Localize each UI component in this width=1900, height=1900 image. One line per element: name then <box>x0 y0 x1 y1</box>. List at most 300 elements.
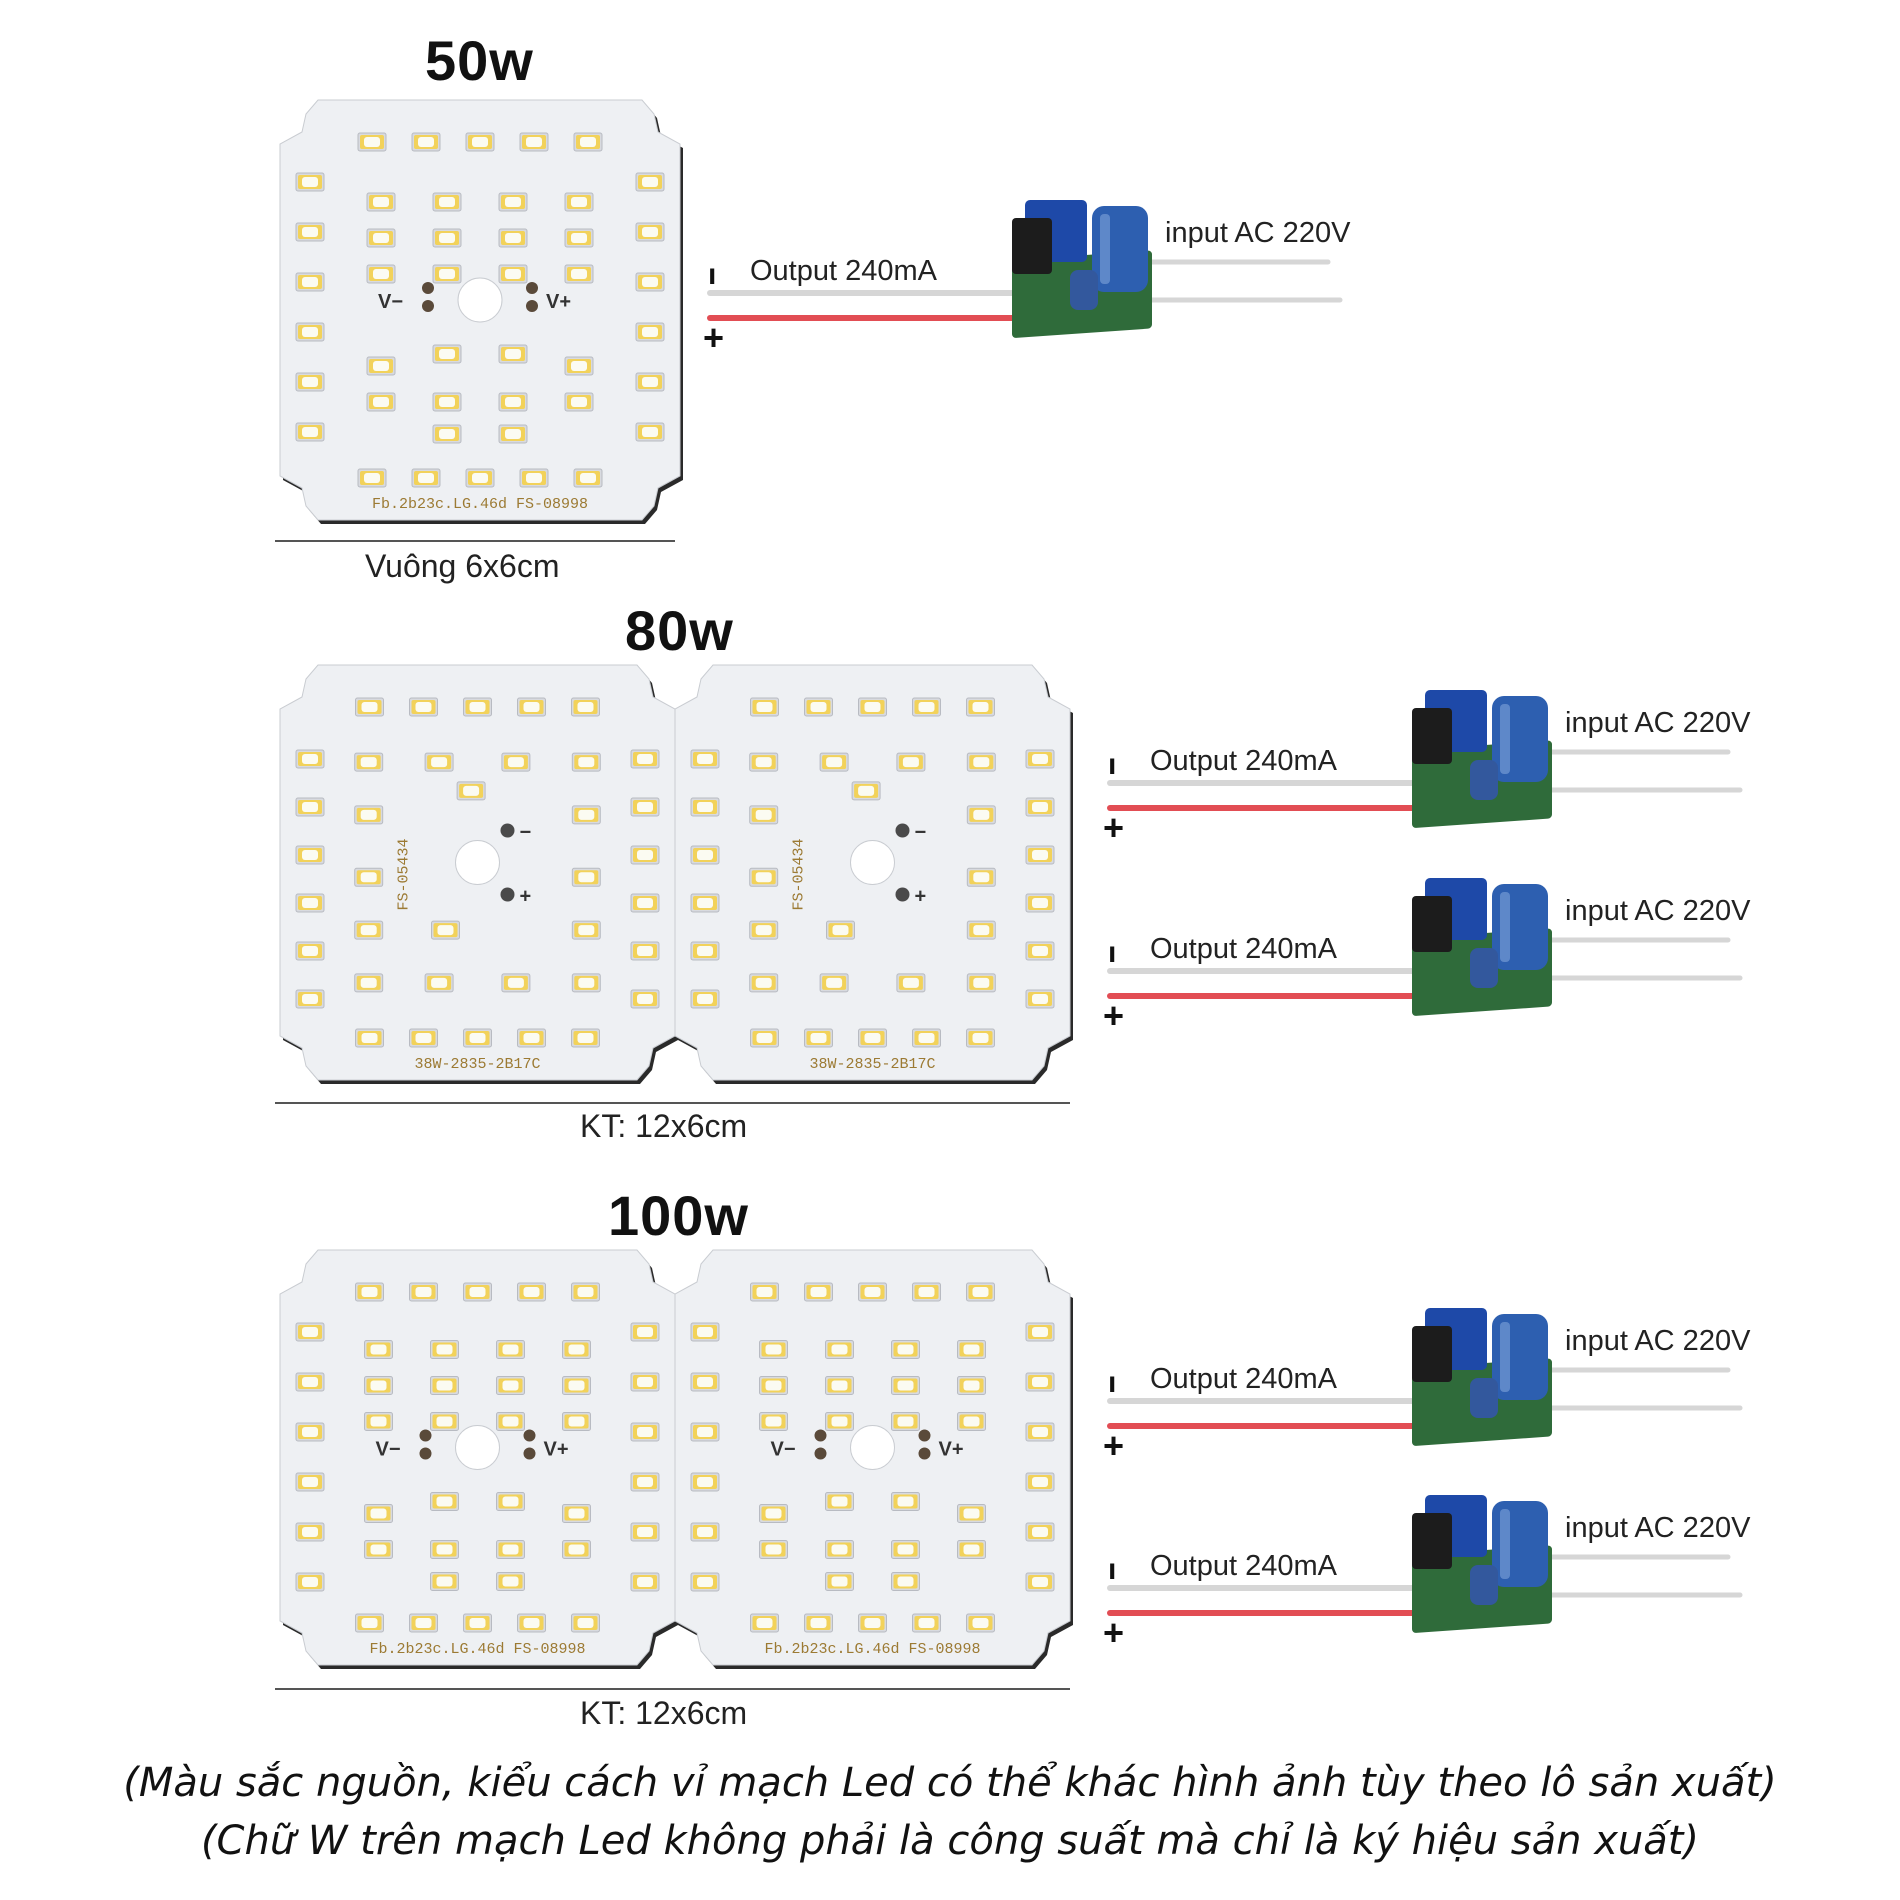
small-capacitor <box>1470 948 1498 988</box>
led-chip <box>636 373 664 391</box>
led-chip <box>691 846 719 864</box>
solder-pad <box>420 1430 432 1442</box>
led-chip <box>967 698 995 716</box>
output-positive-sign: + <box>1103 807 1125 848</box>
led-chip <box>1026 798 1054 816</box>
led-chip <box>356 698 384 716</box>
led-chip <box>859 1283 887 1301</box>
led-chip <box>520 469 548 487</box>
output-label: Output 240mA <box>1150 1550 1337 1582</box>
output-label: Output 240mA <box>750 255 937 287</box>
driver-module-4 <box>1100 1288 1780 1468</box>
led-chip <box>1026 1523 1054 1541</box>
section-title-80w: 80w <box>625 599 734 662</box>
capacitor-highlight <box>1100 214 1110 284</box>
led-chip <box>631 1473 659 1491</box>
led-chip <box>572 974 600 992</box>
polarity-negative-label: V− <box>375 1438 401 1461</box>
led-chip <box>565 393 593 411</box>
led-board-50w <box>280 100 680 520</box>
led-chip <box>913 1614 941 1632</box>
dimension-line-80w <box>275 1102 1070 1104</box>
capacitor-highlight <box>1500 704 1510 774</box>
led-chip <box>751 1029 779 1047</box>
led-chip <box>1026 1323 1054 1341</box>
led-chip <box>563 1413 591 1431</box>
led-chip <box>563 1505 591 1523</box>
led-chip <box>410 698 438 716</box>
led-chip <box>691 1373 719 1391</box>
led-chip <box>805 1283 833 1301</box>
led-chip <box>631 1323 659 1341</box>
led-chip <box>572 753 600 771</box>
led-chip <box>913 1029 941 1047</box>
solder-pad <box>815 1448 827 1460</box>
small-capacitor <box>1070 270 1098 310</box>
led-chip <box>499 393 527 411</box>
led-chip <box>367 393 395 411</box>
led-chip <box>631 1373 659 1391</box>
led-chip <box>967 753 995 771</box>
output-label: Output 240mA <box>1150 1363 1337 1395</box>
led-chip <box>691 750 719 768</box>
led-chip <box>356 1614 384 1632</box>
led-chip <box>358 133 386 151</box>
led-chip <box>892 1541 920 1559</box>
solder-pad <box>501 824 515 838</box>
led-chip <box>499 425 527 443</box>
solder-pad <box>919 1448 931 1460</box>
led-chip <box>631 1573 659 1591</box>
led-chip <box>355 806 383 824</box>
led-chip <box>296 1473 324 1491</box>
led-chip <box>751 1614 779 1632</box>
output-negative-sign: ı <box>1108 936 1117 969</box>
led-chip <box>433 193 461 211</box>
small-capacitor <box>1470 1565 1498 1605</box>
led-chip <box>691 1523 719 1541</box>
led-chip <box>892 1573 920 1591</box>
led-chip <box>497 1341 525 1359</box>
led-chip <box>750 974 778 992</box>
led-chip <box>631 846 659 864</box>
led-chip <box>572 806 600 824</box>
led-chip <box>750 868 778 886</box>
led-chip <box>760 1413 788 1431</box>
led-chip <box>967 974 995 992</box>
led-chip <box>412 469 440 487</box>
led-chip <box>466 469 494 487</box>
led-chip <box>572 921 600 939</box>
polarity-positive-label: V+ <box>938 1438 964 1461</box>
led-chip <box>760 1377 788 1395</box>
led-chip <box>410 1283 438 1301</box>
output-label: Output 240mA <box>1150 933 1337 965</box>
led-chip <box>365 1505 393 1523</box>
led-chip <box>296 894 324 912</box>
led-chip <box>296 990 324 1008</box>
led-chip <box>859 1614 887 1632</box>
led-chip <box>827 921 855 939</box>
solder-pad <box>896 824 910 838</box>
led-chip <box>518 1283 546 1301</box>
led-chip <box>433 393 461 411</box>
led-chip <box>636 423 664 441</box>
led-chip <box>365 1413 393 1431</box>
solder-pad <box>524 1448 536 1460</box>
led-chip <box>897 753 925 771</box>
led-chip <box>750 921 778 939</box>
led-chip <box>691 1423 719 1441</box>
led-chip <box>499 193 527 211</box>
led-chip <box>631 942 659 960</box>
led-chip <box>751 1283 779 1301</box>
led-chip <box>691 894 719 912</box>
polarity-negative-label: − <box>914 821 927 844</box>
solder-pad <box>524 1430 536 1442</box>
led-chip <box>691 1473 719 1491</box>
transformer-core <box>1412 896 1452 952</box>
solder-pad <box>422 282 434 294</box>
led-chip <box>913 1283 941 1301</box>
led-chip <box>410 1029 438 1047</box>
led-chip <box>826 1573 854 1591</box>
led-chip <box>636 273 664 291</box>
led-chip <box>433 229 461 247</box>
led-chip <box>410 1614 438 1632</box>
led-chip <box>356 1029 384 1047</box>
led-chip <box>631 1423 659 1441</box>
board-code: Fb.2b23c.LG.46d FS-08998 <box>371 496 589 513</box>
solder-pad <box>422 300 434 312</box>
led-chip <box>631 894 659 912</box>
board-code: 38W-2835-2B17C <box>414 1056 541 1073</box>
led-chip <box>691 1573 719 1591</box>
led-chip <box>457 782 485 800</box>
section-title-100w: 100w <box>608 1184 749 1247</box>
polarity-negative-label: − <box>519 821 532 844</box>
led-chip <box>760 1505 788 1523</box>
led-chip <box>367 229 395 247</box>
led-chip <box>497 1413 525 1431</box>
led-chip <box>574 133 602 151</box>
led-chip <box>433 265 461 283</box>
led-chip <box>296 173 324 191</box>
led-chip <box>296 750 324 768</box>
led-chip <box>367 357 395 375</box>
polarity-negative-label: V− <box>770 1438 796 1461</box>
transformer-core <box>1412 708 1452 764</box>
led-chip <box>497 1377 525 1395</box>
led-chip <box>572 1029 600 1047</box>
output-positive-sign: + <box>1103 1612 1125 1653</box>
led-chip <box>518 1029 546 1047</box>
transformer-core <box>1412 1513 1452 1569</box>
input-label: input AC 220V <box>1565 1512 1751 1544</box>
input-label: input AC 220V <box>1165 217 1351 249</box>
output-negative-sign: ı <box>1108 1366 1117 1399</box>
led-chip <box>805 698 833 716</box>
led-chip <box>572 1614 600 1632</box>
led-chip <box>892 1413 920 1431</box>
led-chip <box>296 323 324 341</box>
size-label-100w: KT: 12x6cm <box>580 1695 748 1731</box>
led-chip <box>826 1493 854 1511</box>
led-chip <box>296 1523 324 1541</box>
led-chip <box>431 1493 459 1511</box>
led-chip <box>636 223 664 241</box>
mounting-hole <box>458 278 502 322</box>
led-chip <box>565 193 593 211</box>
led-chip <box>565 357 593 375</box>
solder-pad <box>526 282 538 294</box>
led-chip <box>636 323 664 341</box>
led-chip <box>563 1377 591 1395</box>
led-board-100w-right <box>675 1250 1070 1665</box>
led-chip <box>1026 1373 1054 1391</box>
led-chip <box>572 868 600 886</box>
led-chip <box>296 1423 324 1441</box>
transformer-core <box>1012 218 1052 274</box>
led-chip <box>356 1283 384 1301</box>
led-chip <box>502 974 530 992</box>
driver-module-3 <box>1100 858 1780 1038</box>
led-chip <box>296 373 324 391</box>
led-chip <box>1026 750 1054 768</box>
led-chip <box>805 1029 833 1047</box>
led-chip <box>355 868 383 886</box>
led-chip <box>464 1283 492 1301</box>
led-board-80w-right <box>675 665 1070 1080</box>
led-chip <box>365 1377 393 1395</box>
led-chip <box>296 798 324 816</box>
led-chip <box>636 173 664 191</box>
led-chip <box>1026 990 1054 1008</box>
led-chip <box>820 753 848 771</box>
led-chip <box>967 1283 995 1301</box>
led-chip <box>431 1413 459 1431</box>
led-chip <box>464 1614 492 1632</box>
led-chip <box>502 753 530 771</box>
input-label: input AC 220V <box>1565 895 1751 927</box>
led-chip <box>691 798 719 816</box>
led-chip <box>497 1493 525 1511</box>
led-chip <box>565 229 593 247</box>
solder-pad <box>896 888 910 902</box>
led-chip <box>563 1341 591 1359</box>
led-chip <box>497 1573 525 1591</box>
footer-note-1: (Màu sắc nguồn, kiểu cách vỉ mạch Led có thể khác hình ảnh tùy theo lô sản xuất) <box>123 1760 1777 1806</box>
led-chip <box>892 1341 920 1359</box>
led-chip <box>750 753 778 771</box>
led-chip <box>826 1341 854 1359</box>
led-chip <box>431 1341 459 1359</box>
led-chip <box>296 846 324 864</box>
led-chip <box>967 1029 995 1047</box>
board-code: Fb.2b23c.LG.46d FS-08998 <box>369 1641 586 1658</box>
solder-pad <box>526 300 538 312</box>
led-chip <box>852 782 880 800</box>
output-label: Output 240mA <box>1150 745 1337 777</box>
led-chip <box>499 229 527 247</box>
output-negative-sign: ı <box>1108 748 1117 781</box>
led-chip <box>967 921 995 939</box>
led-chip <box>913 698 941 716</box>
led-chip <box>631 1523 659 1541</box>
led-chip <box>572 1283 600 1301</box>
capacitor-highlight <box>1500 1509 1510 1579</box>
polarity-positive-label: V+ <box>543 1438 569 1461</box>
led-chip <box>296 1323 324 1341</box>
led-chip <box>826 1541 854 1559</box>
led-chip <box>1026 1473 1054 1491</box>
mounting-hole <box>456 1426 500 1470</box>
led-chip <box>464 698 492 716</box>
board-code: Fb.2b23c.LG.46d FS-08998 <box>764 1641 981 1658</box>
led-chip <box>1026 894 1054 912</box>
output-positive-sign: + <box>1103 1425 1125 1466</box>
driver-module-1 <box>700 180 1380 360</box>
capacitor-highlight <box>1500 1322 1510 1392</box>
led-chip <box>751 698 779 716</box>
led-chip <box>631 750 659 768</box>
output-positive-sign: + <box>703 317 725 358</box>
small-capacitor <box>1470 1378 1498 1418</box>
led-chip <box>355 921 383 939</box>
led-chip <box>367 193 395 211</box>
led-chip <box>958 1413 986 1431</box>
led-chip <box>367 265 395 283</box>
led-chip <box>433 425 461 443</box>
led-chip <box>631 990 659 1008</box>
led-board-80w-left <box>280 665 675 1080</box>
driver-module-5 <box>1100 1475 1780 1655</box>
led-chip <box>826 1377 854 1395</box>
led-chip <box>499 345 527 363</box>
led-chip <box>296 273 324 291</box>
dimension-line-100w <box>275 1688 1070 1690</box>
led-chip <box>296 942 324 960</box>
led-chip <box>296 1573 324 1591</box>
led-chip <box>1026 846 1054 864</box>
solder-pad <box>420 1448 432 1460</box>
polarity-positive-label: V+ <box>546 291 572 313</box>
led-chip <box>565 265 593 283</box>
led-chip <box>296 423 324 441</box>
led-chip <box>958 1505 986 1523</box>
driver-module-2 <box>1100 670 1780 850</box>
led-chip <box>805 1614 833 1632</box>
transformer-core <box>1412 1326 1452 1382</box>
led-chip <box>967 868 995 886</box>
led-chip <box>967 1614 995 1632</box>
solder-pad <box>815 1430 827 1442</box>
led-chip <box>958 1377 986 1395</box>
led-chip <box>296 223 324 241</box>
footer-note-2: (Chữ W trên mạch Led không phải là công suất mà chỉ là ký hiệu sản xuất) <box>200 1818 1700 1864</box>
led-chip <box>967 806 995 824</box>
output-negative-sign: ı <box>708 258 717 291</box>
capacitor-highlight <box>1500 892 1510 962</box>
output-positive-sign: + <box>1103 995 1125 1036</box>
polarity-positive-label: + <box>519 885 532 908</box>
led-chip <box>826 1413 854 1431</box>
led-chip <box>464 1029 492 1047</box>
led-chip <box>897 974 925 992</box>
solder-pad <box>919 1430 931 1442</box>
led-chip <box>518 1614 546 1632</box>
polarity-negative-label: V− <box>378 291 404 313</box>
size-label-50w: Vuông 6x6cm <box>365 548 560 584</box>
led-chip <box>958 1341 986 1359</box>
led-chip <box>433 345 461 363</box>
mounting-hole <box>851 841 895 885</box>
led-chip <box>574 469 602 487</box>
small-capacitor <box>1470 760 1498 800</box>
led-board-100w-left <box>280 1250 675 1665</box>
led-chip <box>691 942 719 960</box>
led-chip <box>859 1029 887 1047</box>
size-label-80w: KT: 12x6cm <box>580 1108 748 1144</box>
led-chip <box>431 1573 459 1591</box>
led-chip <box>466 133 494 151</box>
led-chip <box>1026 942 1054 960</box>
solder-pad <box>501 888 515 902</box>
led-chip <box>358 469 386 487</box>
led-chip <box>563 1541 591 1559</box>
led-chip <box>412 133 440 151</box>
led-chip <box>425 753 453 771</box>
input-label: input AC 220V <box>1565 1325 1751 1357</box>
led-chip <box>1026 1423 1054 1441</box>
dimension-line-50w <box>275 540 675 542</box>
led-chip <box>296 1373 324 1391</box>
led-chip <box>499 265 527 283</box>
input-label: input AC 220V <box>1565 707 1751 739</box>
board-side-code: FS-05434 <box>395 838 413 911</box>
led-chip <box>750 806 778 824</box>
led-chip <box>365 1341 393 1359</box>
led-chip <box>518 698 546 716</box>
led-chip <box>355 753 383 771</box>
led-chip <box>892 1377 920 1395</box>
led-chip <box>572 698 600 716</box>
led-chip <box>432 921 460 939</box>
led-chip <box>365 1541 393 1559</box>
led-chip <box>431 1377 459 1395</box>
led-chip <box>691 990 719 1008</box>
led-chip <box>691 1323 719 1341</box>
polarity-positive-label: + <box>914 885 927 908</box>
led-chip <box>760 1541 788 1559</box>
led-chip <box>859 698 887 716</box>
led-chip <box>892 1493 920 1511</box>
led-chip <box>425 974 453 992</box>
led-chip <box>958 1541 986 1559</box>
led-chip <box>820 974 848 992</box>
led-chip <box>760 1341 788 1359</box>
board-side-code: FS-05434 <box>790 838 808 911</box>
section-title-50w: 50w <box>425 29 534 92</box>
led-chip <box>497 1541 525 1559</box>
led-chip <box>631 798 659 816</box>
led-chip <box>431 1541 459 1559</box>
mounting-hole <box>456 841 500 885</box>
led-chip <box>1026 1573 1054 1591</box>
output-negative-sign: ı <box>1108 1553 1117 1586</box>
led-chip <box>520 133 548 151</box>
board-code: 38W-2835-2B17C <box>809 1056 936 1073</box>
